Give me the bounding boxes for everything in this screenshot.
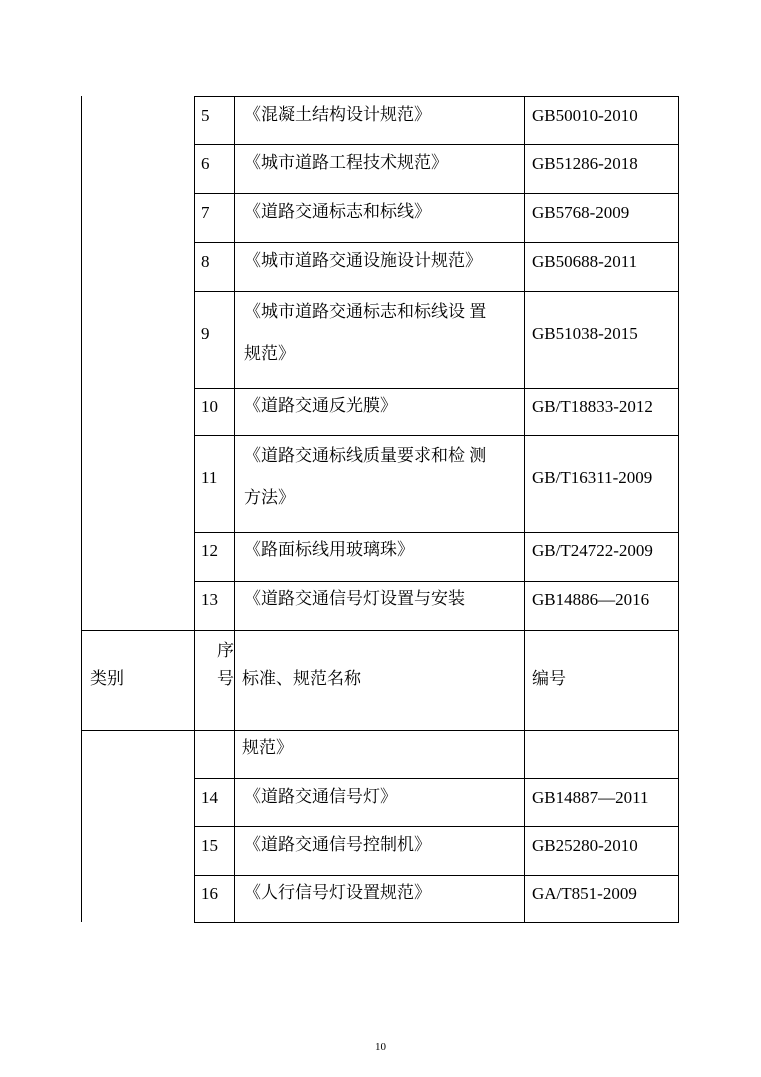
header-border: [234, 630, 235, 731]
standard-code: GA/T851-2009: [532, 884, 637, 903]
standard-name: [244, 291, 522, 375]
standard-code: GB25280-2010: [532, 836, 638, 855]
table-border: [194, 731, 195, 923]
page-number: 10: [375, 1041, 386, 1053]
standard-name: 《城市道路工程技术规范》: [244, 153, 448, 172]
standard-name: 《道路交通信号控制机》: [244, 835, 431, 854]
header-seq-line2: 号: [217, 669, 234, 688]
table-border: [524, 731, 525, 923]
row-number: 15: [201, 836, 218, 855]
standard-name: 《城市道路交通设施设计规范》: [244, 251, 482, 270]
header-border: [524, 630, 525, 731]
standard-code: GB50688-2011: [532, 252, 638, 271]
standard-name-line: 方法》: [244, 488, 295, 507]
row-number: 12: [201, 541, 218, 560]
standard-name: 《道路交通信号灯设置与安装: [244, 589, 465, 608]
standard-code: GB14887—2011: [532, 788, 649, 807]
standard-name: 《道路交通反光膜》: [244, 396, 397, 415]
standard-code: GB/T24722-2009: [532, 541, 653, 560]
header-standard-name: 标准、规范名称: [242, 669, 361, 688]
table-border: [194, 96, 195, 630]
standard-name: 《道路交通信号灯》: [244, 787, 397, 806]
standard-name: 《混凝土结构设计规范》: [244, 105, 431, 124]
table-border: [234, 96, 235, 630]
standard-code: GB/T16311-2009: [532, 468, 653, 487]
standard-name: [244, 435, 522, 519]
standard-name-line: 《道路交通标线质量要求和检 测: [244, 446, 487, 465]
standard-code: GB5768-2009: [532, 203, 630, 222]
standard-name: 《道路交通标志和标线》: [244, 202, 431, 221]
standard-code: GB51286-2018: [532, 154, 638, 173]
header-code: 编号: [532, 669, 566, 688]
header-border: [194, 630, 195, 731]
standard-name-line: 《城市道路交通标志和标线设 置: [244, 302, 487, 321]
table-border-right: [678, 96, 679, 630]
header-seq-line1: 序: [217, 641, 234, 660]
header-border: [678, 630, 679, 731]
standard-code: GB/T18833-2012: [532, 397, 653, 416]
table-border-bottom: [194, 922, 679, 923]
row-number: 13: [201, 590, 218, 609]
row-number: 6: [201, 154, 210, 173]
row-number: 14: [201, 788, 218, 807]
row-number: 7: [201, 203, 210, 222]
table-border: [234, 731, 235, 923]
row-number: 5: [201, 106, 210, 125]
table-border: [524, 96, 525, 630]
row-number: 11: [201, 468, 218, 487]
row-number: 9: [201, 324, 210, 343]
row-number: 10: [201, 397, 218, 416]
standard-name-line: 规范》: [244, 344, 295, 363]
table-border-right: [678, 731, 679, 923]
standard-name: 《人行信号灯设置规范》: [244, 883, 431, 902]
standard-name: 《路面标线用玻璃珠》: [244, 540, 414, 559]
row-number: 16: [201, 884, 218, 903]
row-number: 8: [201, 252, 210, 271]
standard-code: GB50010-2010: [532, 106, 638, 125]
standard-name-continuation: 规范》: [242, 738, 293, 757]
header-border-top: [81, 630, 679, 631]
header-border: [81, 630, 82, 731]
header-category: 类别: [90, 669, 124, 688]
table-border-left: [81, 731, 82, 922]
standard-code: GB51038-2015: [532, 324, 638, 343]
table-border-left: [81, 96, 82, 630]
standard-code: GB14886—2016: [532, 590, 650, 609]
